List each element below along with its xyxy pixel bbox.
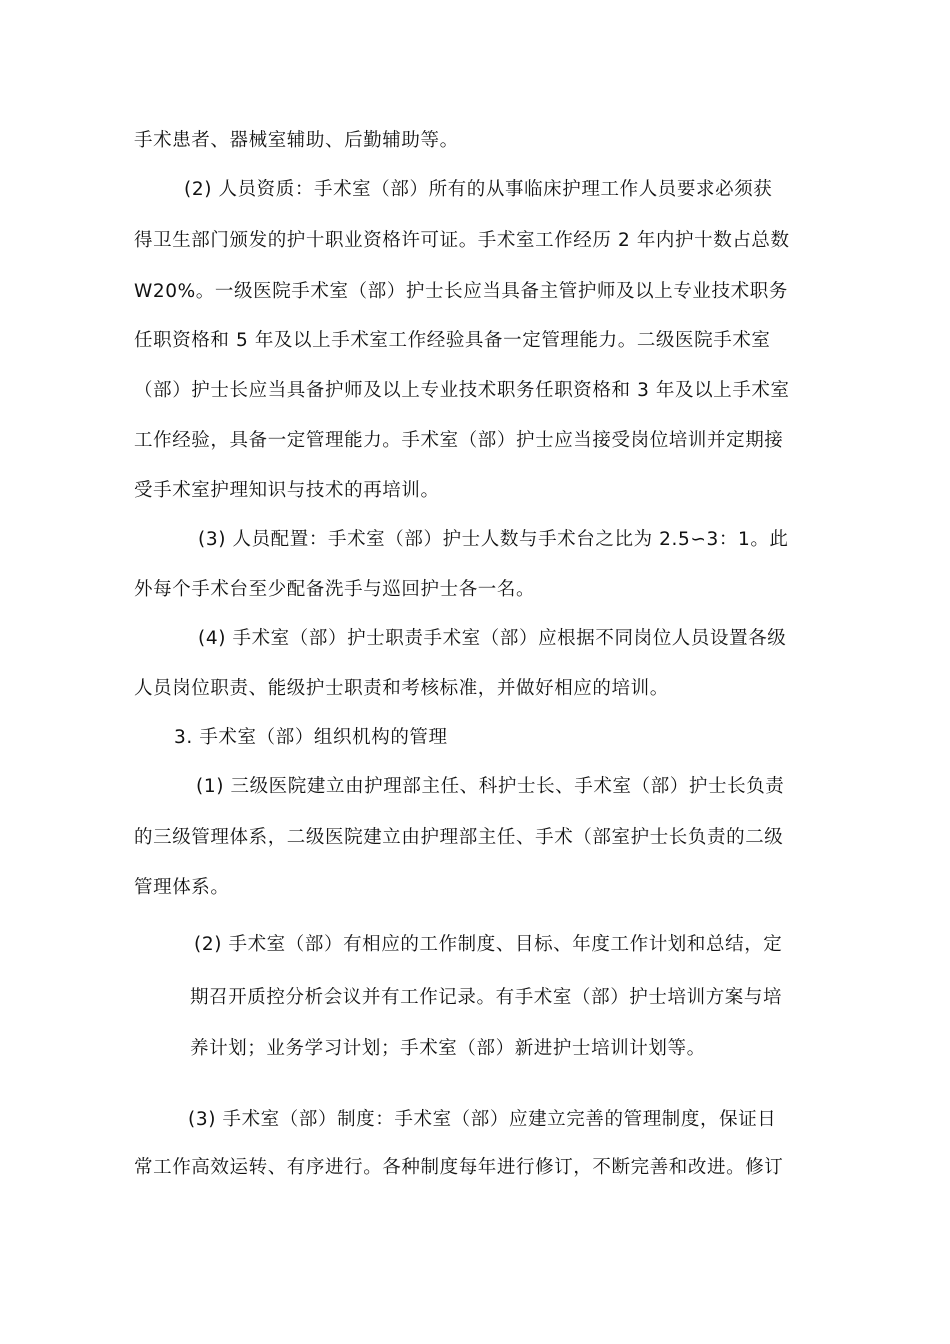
text-line: (2) 手术室（部）有相应的工作制度、目标、年度工作计划和总结，定 <box>194 934 783 955</box>
text-line: (3) 人员配置：手术室（部）护士人数与手术台之比为 2.5∽3：1。此 <box>198 529 789 550</box>
text-line: 得卫生部门颁发的护十职业资格许可证。手术室工作经历 2 年内护十数占总数 <box>134 230 790 251</box>
text-line: 常工作高效运转、有序进行。各种制度每年进行修订，不断完善和改进。修订 <box>134 1157 784 1178</box>
text-line: (3) 手术室（部）制度：手术室（部）应建立完善的管理制度，保证日 <box>188 1109 777 1130</box>
text-line: (4) 手术室（部）护士职责手术室（部）应根据不同岗位人员设置各级 <box>198 628 787 649</box>
text-line: 的三级管理体系，二级医院建立由护理部主任、手术（部室护士长负责的二级 <box>134 827 784 848</box>
text-line: 任职资格和 5 年及以上手术室工作经验具备一定管理能力。二级医院手术室 <box>134 330 771 351</box>
text-line: (1) 三级医院建立由护理部主任、科护士长、手术室（部）护士长负责 <box>196 776 785 797</box>
text-line: 人员岗位职责、能级护士职责和考核标准，并做好相应的培训。 <box>134 678 669 699</box>
text-line: 养计划；业务学习计划；手术室（部）新进护士培训计划等。 <box>190 1038 706 1059</box>
text-line: 管理体系。 <box>134 877 230 898</box>
text-line: 外每个手术台至少配备洗手与巡回护士各一名。 <box>134 579 536 600</box>
text-line: 受手术室护理知识与技术的再培训。 <box>134 480 440 501</box>
text-line: 期召开质控分析会议并有工作记录。有手术室（部）护士培训方案与培 <box>190 987 783 1008</box>
text-line: (2) 人员资质：手术室（部）所有的从事临床护理工作人员要求必须获 <box>184 179 773 200</box>
section-heading: 3. 手术室（部）组织机构的管理 <box>174 727 448 748</box>
text-line: 工作经验，具备一定管理能力。手术室（部）护士应当接受岗位培训并定期接 <box>134 430 784 451</box>
text-line: W20%。一级医院手术室（部）护士长应当具备主管护师及以上专业技术职务 <box>134 281 788 302</box>
text-line: 手术患者、器械室辅助、后勤辅助等。 <box>134 130 459 151</box>
text-line: （部）护士长应当具备护师及以上专业技术职务任职资格和 3 年及以上手术室 <box>134 380 790 401</box>
